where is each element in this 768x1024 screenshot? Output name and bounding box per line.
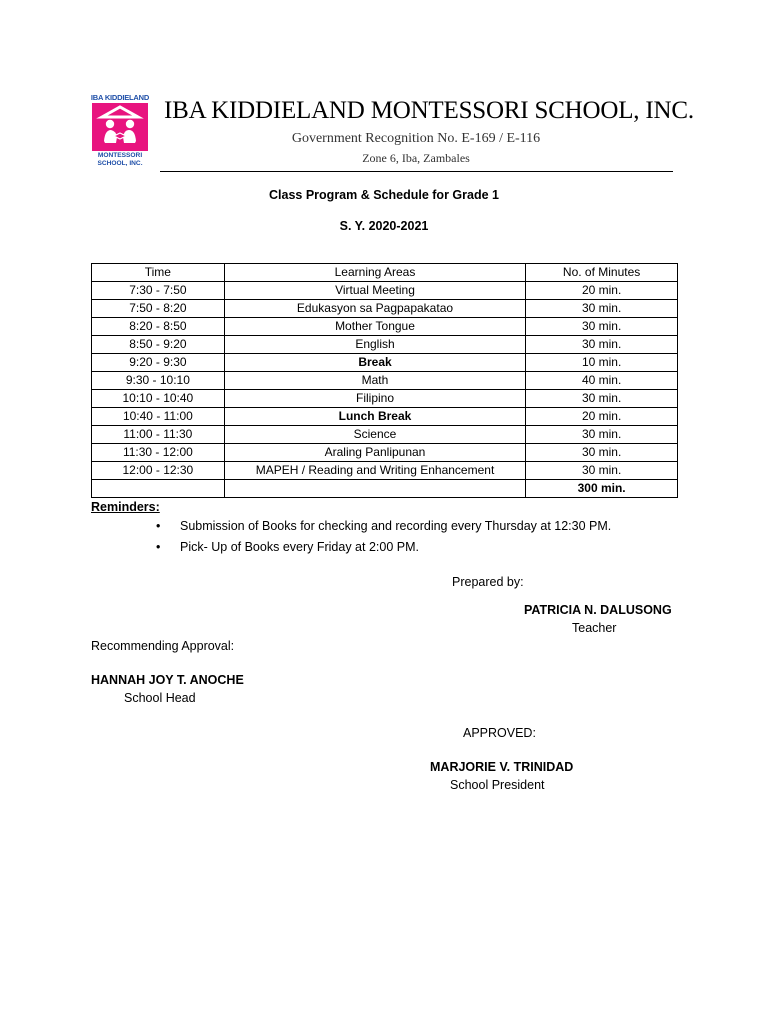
- minutes-cell: 10 min.: [526, 354, 678, 372]
- prepared-by-name: PATRICIA N. DALUSONG: [524, 603, 672, 617]
- recommending-approval-label: Recommending Approval:: [91, 639, 235, 653]
- recommending-title: School Head: [124, 691, 196, 705]
- logo-bottom-line1: MONTESSORI: [97, 152, 143, 159]
- table-row: [92, 282, 678, 300]
- school-name: IBA KIDDIELAND MONTESSORI SCHOOL, INC.: [164, 97, 694, 124]
- minutes-cell: 30 min.: [526, 462, 678, 480]
- school-year: S. Y. 2020-2021: [339, 219, 429, 233]
- table-row: [92, 444, 678, 462]
- learning-area-cell: Filipino: [224, 390, 525, 408]
- time-cell: 9:20 - 9:30: [92, 354, 225, 372]
- table-row: [92, 408, 678, 426]
- time-cell: 10:10 - 10:40: [92, 390, 225, 408]
- minutes-cell: 20 min.: [526, 282, 678, 300]
- time-cell: 10:40 - 11:00: [92, 408, 225, 426]
- header-divider: [160, 171, 673, 172]
- table-total-row: [92, 480, 678, 498]
- table-row: [92, 462, 678, 480]
- time-cell: 8:50 - 9:20: [92, 336, 225, 354]
- time-cell: 7:50 - 8:20: [92, 300, 225, 318]
- time-cell: 7:30 - 7:50: [92, 282, 225, 300]
- time-cell: 11:00 - 11:30: [92, 426, 225, 444]
- column-header-time: Time: [92, 264, 225, 282]
- table-row: [92, 426, 678, 444]
- prepared-by-label: Prepared by:: [452, 575, 524, 589]
- recommending-name: HANNAH JOY T. ANOCHE: [91, 673, 244, 687]
- school-address: Zone 6, Iba, Zambales: [362, 151, 470, 165]
- learning-area-cell: Virtual Meeting: [224, 282, 525, 300]
- learning-area-cell: Break: [224, 354, 525, 372]
- minutes-cell: 20 min.: [526, 408, 678, 426]
- empty-cell: [92, 480, 225, 498]
- approved-name: MARJORIE V. TRINIDAD: [430, 760, 574, 774]
- table-header-row: [92, 264, 678, 282]
- learning-area-cell: Araling Panlipunan: [224, 444, 525, 462]
- column-header-learning-areas: Learning Areas: [224, 264, 525, 282]
- learning-area-cell: Science: [224, 426, 525, 444]
- learning-area-cell: Mother Tongue: [224, 318, 525, 336]
- total-minutes-cell: 300 min.: [526, 480, 678, 498]
- time-cell: 11:30 - 12:00: [92, 444, 225, 462]
- reminders-list: [156, 516, 611, 558]
- minutes-cell: 30 min.: [526, 390, 678, 408]
- table-row: [92, 300, 678, 318]
- time-cell: 12:00 - 12:30: [92, 462, 225, 480]
- reminders-heading: Reminders:: [91, 500, 160, 514]
- logo-bottom-line2: SCHOOL, INC.: [97, 159, 143, 167]
- list-item: • Submission of Books for checking and recording every Thursday at 12:30 PM.: [156, 516, 611, 537]
- minutes-cell: 30 min.: [526, 300, 678, 318]
- learning-area-cell: MAPEH / Reading and Writing Enhancement: [224, 462, 525, 480]
- minutes-cell: 30 min.: [526, 318, 678, 336]
- empty-cell: [224, 480, 525, 498]
- learning-area-cell: Edukasyon sa Pagpapakatao: [224, 300, 525, 318]
- table-row: [92, 336, 678, 354]
- column-header-minutes: No. of Minutes: [526, 264, 678, 282]
- learning-area-cell: Lunch Break: [224, 408, 525, 426]
- schedule-table: [91, 263, 678, 498]
- learning-area-cell: English: [224, 336, 525, 354]
- approved-title: School President: [450, 778, 545, 792]
- table-row: [92, 390, 678, 408]
- table-row: [92, 372, 678, 390]
- time-cell: 8:20 - 8:50: [92, 318, 225, 336]
- table-row: [92, 354, 678, 372]
- government-recognition: Government Recognition No. E-169 / E-116: [291, 131, 541, 146]
- minutes-cell: 30 min.: [526, 426, 678, 444]
- logo-top-text: IBA KIDDIELAND: [90, 93, 150, 102]
- time-cell: 9:30 - 10:10: [92, 372, 225, 390]
- list-item: • Pick- Up of Books every Friday at 2:00 PM.: [156, 537, 611, 558]
- learning-area-cell: Math: [224, 372, 525, 390]
- approved-label: APPROVED:: [463, 726, 536, 740]
- minutes-cell: 30 min.: [526, 336, 678, 354]
- minutes-cell: 40 min.: [526, 372, 678, 390]
- table-row: [92, 318, 678, 336]
- prepared-by-title: Teacher: [572, 621, 617, 635]
- minutes-cell: 30 min.: [526, 444, 678, 462]
- document-title: Class Program & Schedule for Grade 1: [269, 188, 499, 202]
